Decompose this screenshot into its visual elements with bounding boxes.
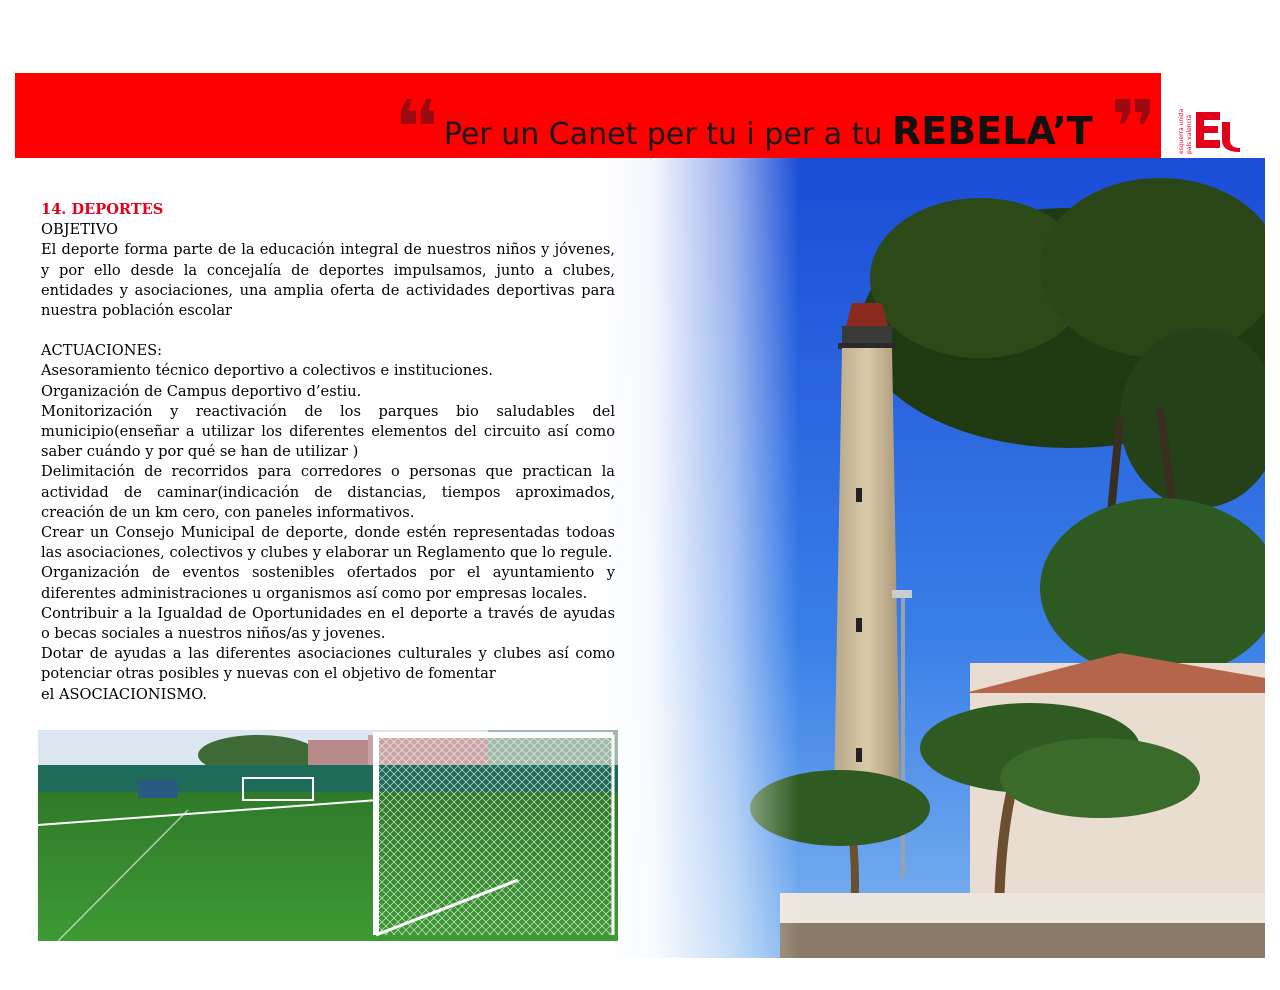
action-item: Monitorización y reactivación de los parques bio saludables del municipio(enseñar a utilizar los diferentes elementos del circuito así como saber cuándo y por qué se han de utilizar ): [41, 402, 615, 461]
actions-heading: ACTUACIONES:: [41, 342, 163, 360]
objective-text: El deporte forma parte de la educación integral de nuestros niños y jóvenes, y por ello desde la concejalía de deportes impulsamos, junto a clubes, entidades y asociaciones, una amplia oferta de actividades deportivas para nuestra población escolar: [41, 241, 615, 320]
slogan: [395, 96, 1150, 156]
football-field-photo: [38, 730, 618, 941]
section-content: [41, 200, 615, 705]
action-item: el ASOCIACIONISMO.: [41, 685, 208, 703]
open-quote-mark: ❛❛: [394, 98, 434, 154]
section-title: 14. DEPORTES: [41, 201, 164, 218]
slogan-main: Per un Canet per tu i per a tu: [443, 117, 883, 152]
close-quote-mark: ❜❜: [1110, 98, 1150, 154]
action-item: Delimitación de recorridos para corredores o personas que practican la actividad de caminar(indicación de distancias, tiempos aproximados, creación de un km cero, con paneles informativos.: [41, 463, 615, 521]
action-item: Organización de eventos sostenibles ofertados por el ayuntamiento y diferentes administraciones u organismos así como por empresas locales.: [41, 564, 615, 602]
lighthouse-photo: [600, 158, 1265, 958]
slogan-text: [444, 109, 1093, 153]
action-item: Contribuir a la Igualdad de Oportunidades en el deporte a través de ayudas o becas sociales a nuestros niños/as y jovenes.: [41, 604, 615, 643]
action-item: Asesoramiento técnico deportivo a colectivos e instituciones.: [41, 362, 493, 380]
logo-text-bottom: país valencià: [1186, 114, 1193, 154]
logo-text-top: esquerra unida: [1178, 108, 1185, 154]
objective-heading: OBJETIVO: [41, 221, 118, 239]
slogan-strong: REBELA’T: [892, 109, 1093, 153]
action-item: Dotar de ayudas a las diferentes asociaciones culturales y clubes así como potenciar otras posibles y nuevas con el objetivo de fomentar: [41, 645, 615, 683]
party-logo: [1176, 100, 1246, 156]
action-item: Organización de Campus deportivo d’estiu.: [41, 382, 362, 400]
action-item: Crear un Consejo Municipal de deporte, donde estén representadas todoas las asociaciones, colectivos y clubes y elaborar un Reglamento que lo regule.: [41, 524, 615, 562]
